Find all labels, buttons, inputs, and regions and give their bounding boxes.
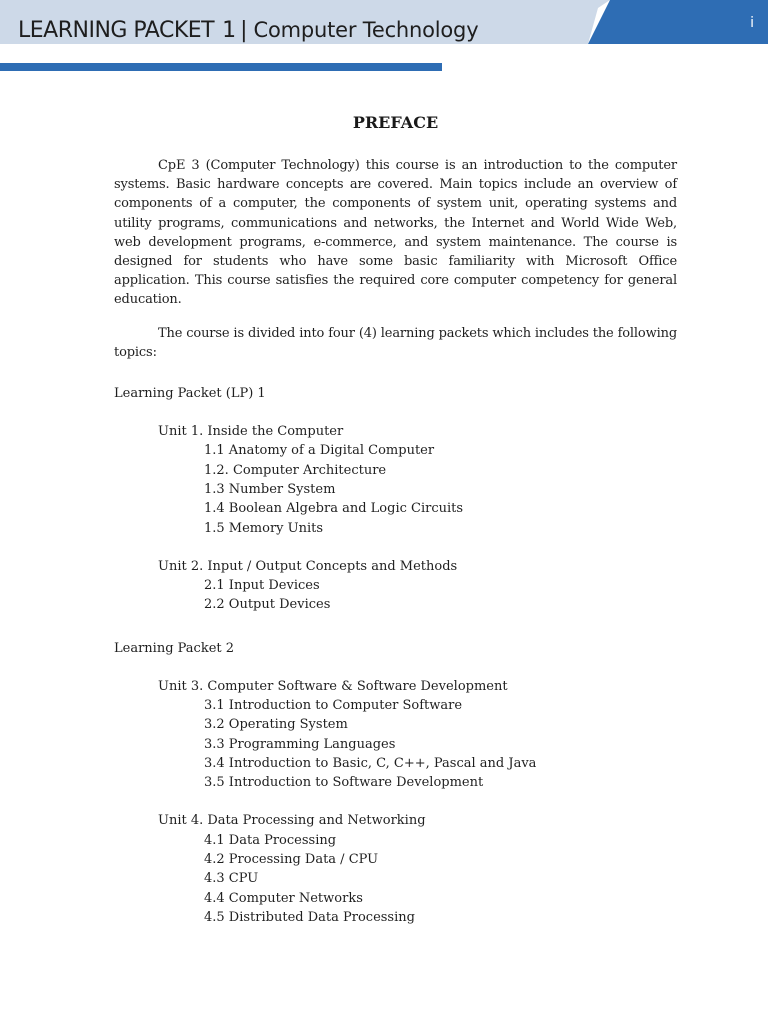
page-header — [0, 0, 768, 72]
topic-item: 3.3 Programming Languages — [204, 736, 396, 752]
unit-block — [158, 422, 677, 538]
topic-item: 2.2 Output Devices — [204, 597, 331, 613]
topic-item: 1.5 Memory Units — [204, 520, 324, 536]
packet-heading: Learning Packet 2 — [114, 640, 235, 656]
topic-item: 2.1 Input Devices — [204, 578, 320, 594]
header-separator: | — [240, 18, 248, 43]
topic-item: 3.5 Introduction to Software Development — [204, 775, 484, 791]
header-accent-block — [588, 0, 768, 44]
learning-packets-list — [114, 384, 677, 927]
document-title: PREFACE — [352, 113, 439, 132]
unit-block — [158, 677, 677, 793]
unit-title: Unit 3. Computer Software & Software Development — [158, 678, 508, 694]
topic-item: 1.3 Number System — [204, 481, 336, 497]
header-packet-number: 1 — [222, 18, 237, 43]
topic-item: 3.2 Operating System — [204, 717, 348, 733]
header-subject: Computer Technology — [253, 18, 479, 42]
page-number: i — [750, 15, 754, 31]
document-body — [114, 113, 677, 946]
topic-item: 3.1 Introduction to Computer Software — [204, 698, 463, 713]
header-underline-bar — [0, 63, 442, 71]
topic-item: 4.4 Computer Networks — [204, 890, 363, 906]
unit-block — [158, 557, 677, 615]
topic-item: 4.2 Processing Data / CPU — [204, 852, 379, 868]
header-packet-label: LEARNING PACKET — [18, 18, 215, 43]
topic-item: 3.4 Introduction to Basic, C, C++, Pascal and Java — [204, 755, 537, 771]
unit-block — [158, 811, 677, 927]
unit-title: Unit 1. Inside the Computer — [158, 424, 344, 440]
topic-item: 4.1 Data Processing — [204, 832, 337, 848]
topic-item: 1.1 Anatomy of a Digital Computer — [204, 443, 435, 459]
packet-heading: Learning Packet (LP) 1 — [114, 386, 266, 402]
intro-paragraph: CpE 3 (Computer Technology) this course is an introduction to the computer systems. Basic hardware concepts are covered. Main topics include an overview of components of a computer, the components of system unit, operating systems and utility programs, communications and networks, the Internet and World Wide Web, web development programs, e-commerce, and system maintenance. The course is designed for students who have some basic familiarity with Microsoft Office application. This course satisfies the required core computer competency for general education. — [114, 158, 677, 308]
topic-item: 4.5 Distributed Data Processing — [204, 909, 415, 925]
structure-paragraph: The course is divided into four (4) learning packets which includes the following topics: — [114, 325, 677, 360]
topic-item: 1.2. Computer Architecture — [204, 462, 387, 478]
unit-title: Unit 4. Data Processing and Networking — [158, 813, 426, 829]
unit-title: Unit 2. Input / Output Concepts and Methods — [158, 558, 458, 574]
topic-item: 1.4 Boolean Algebra and Logic Circuits — [204, 501, 464, 517]
topic-item: 4.3 CPU — [204, 871, 259, 887]
header-title — [18, 18, 478, 52]
